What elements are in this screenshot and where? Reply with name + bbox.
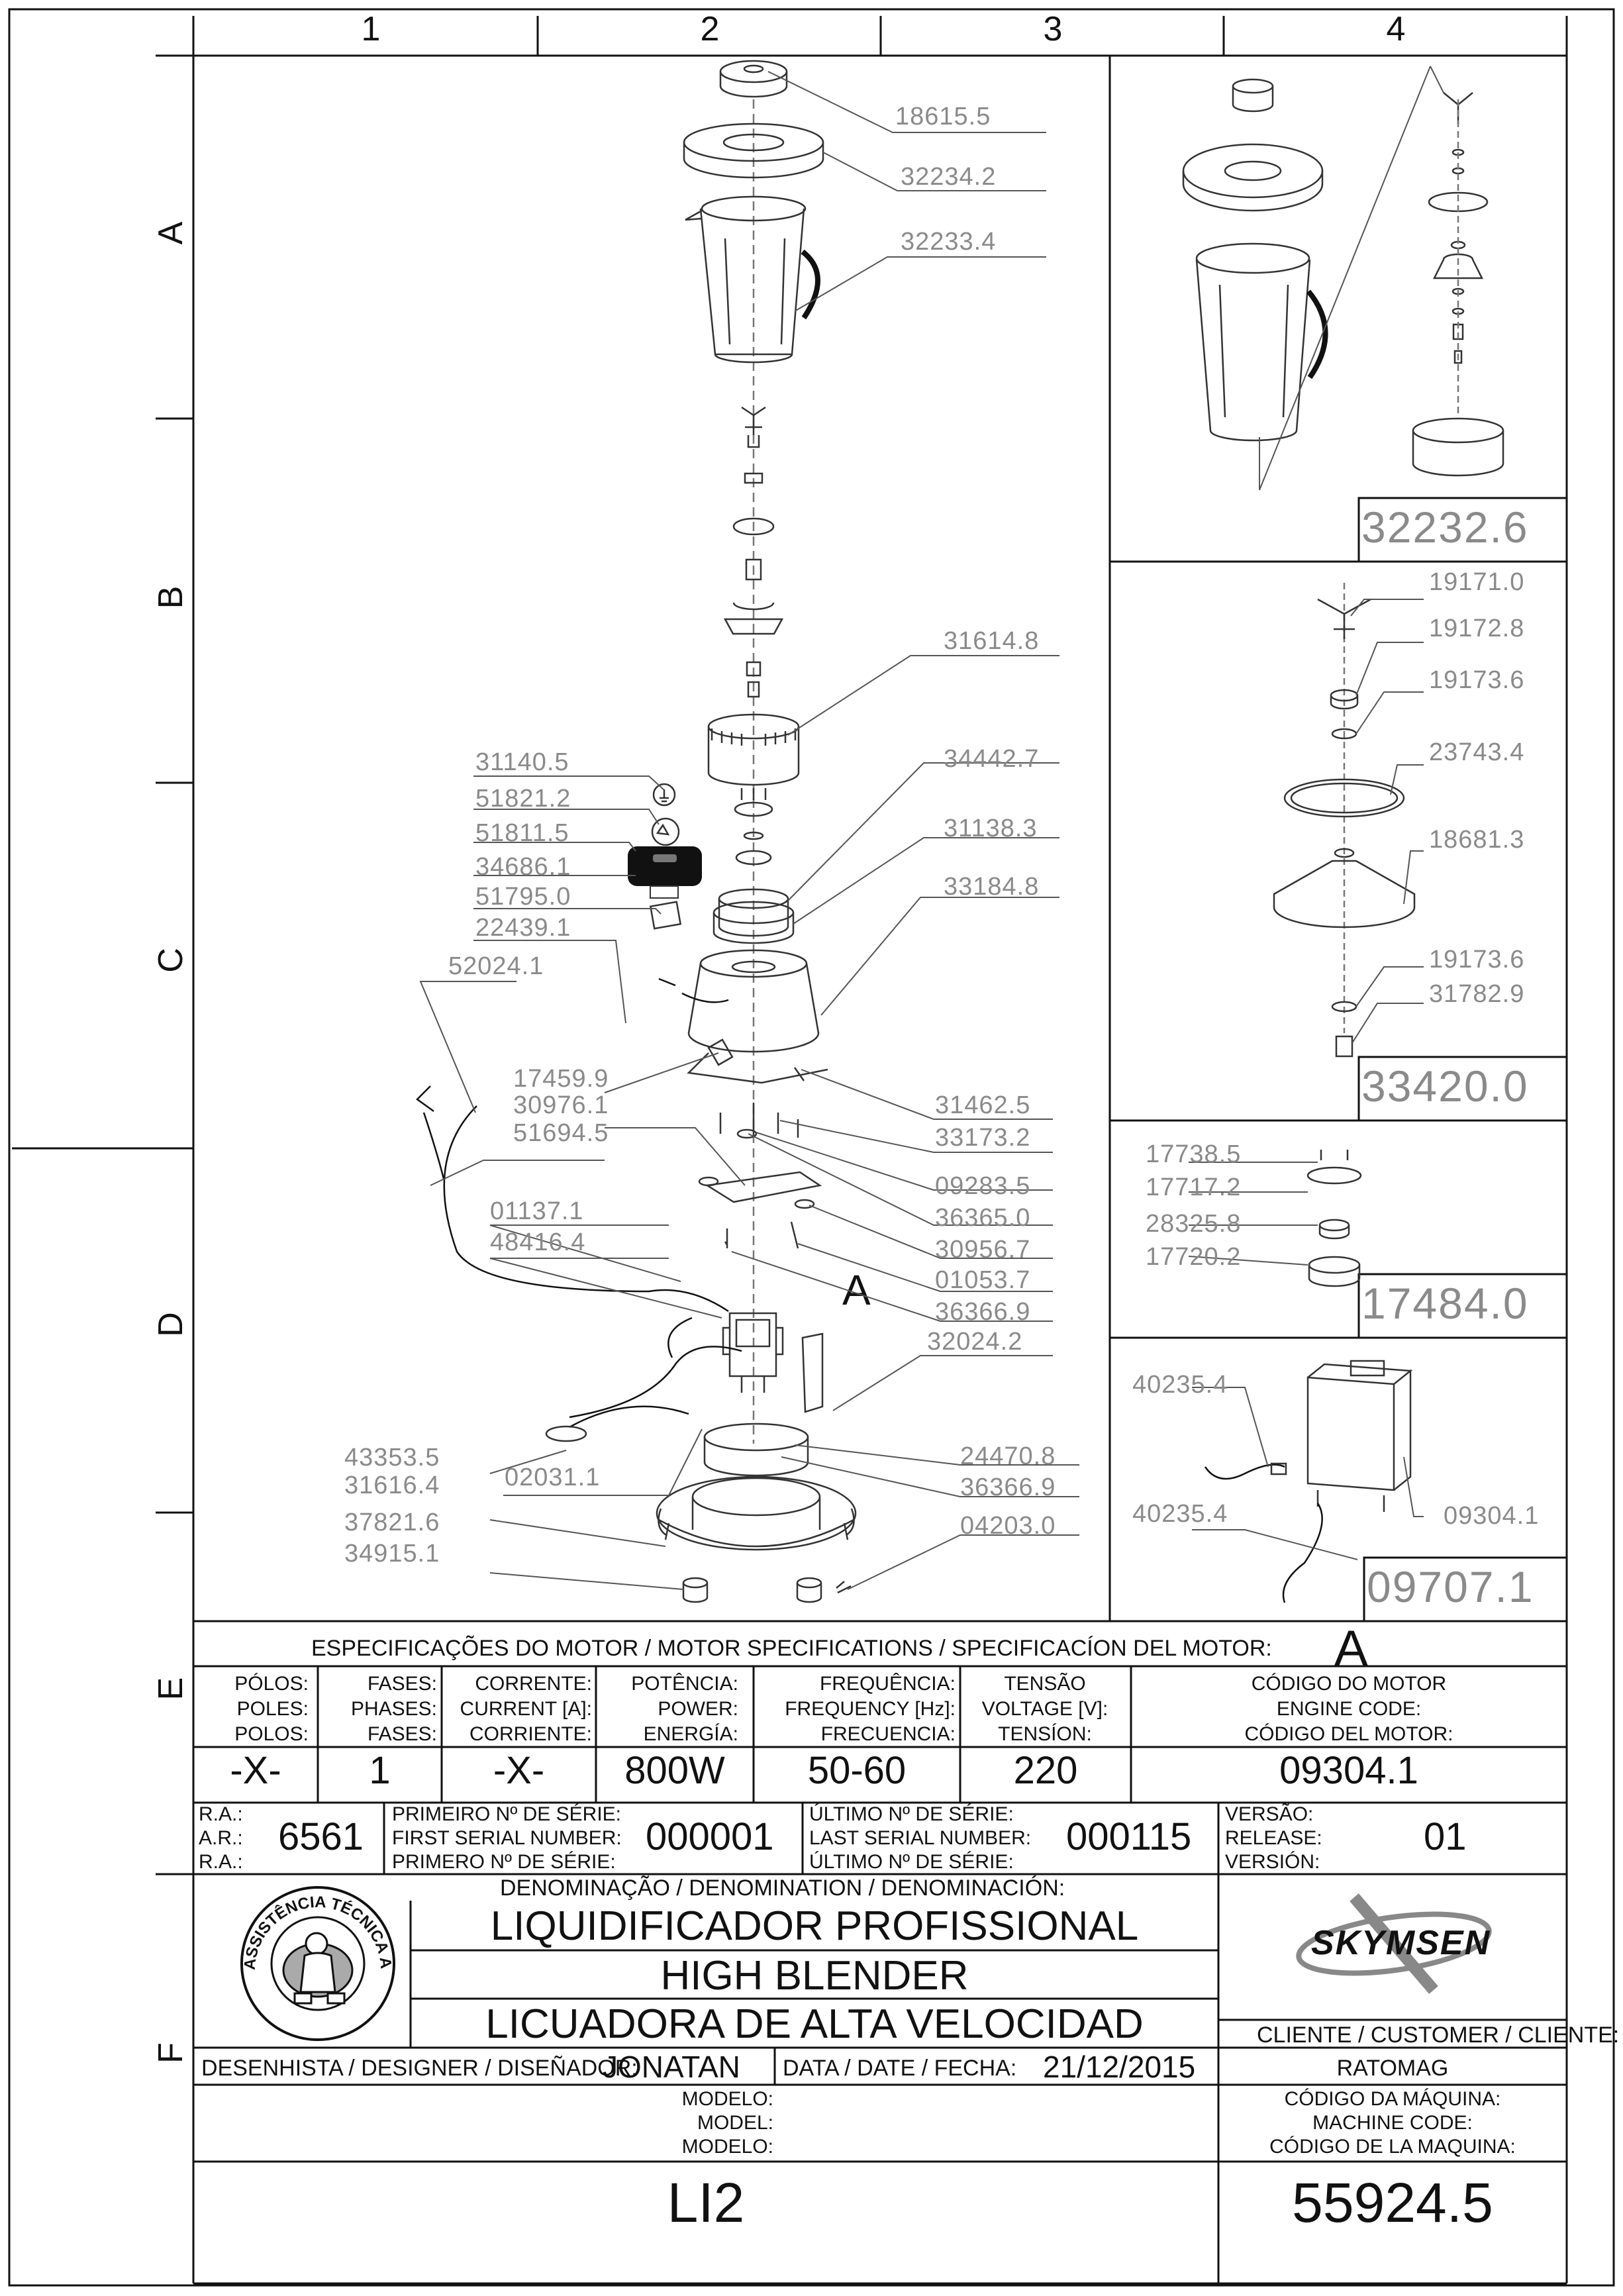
part-label: 32024.2 bbox=[927, 1328, 1023, 1356]
blade-kit-part: 23743.4 bbox=[1429, 738, 1525, 766]
part-label: 33173.2 bbox=[935, 1124, 1031, 1152]
denomination-heading: DENOMINAÇÃO / DENOMINATION / DENOMINACIÓN: bbox=[500, 1875, 1065, 1901]
customer-value: RATOMAG bbox=[1336, 2056, 1449, 2081]
jar-kit-code: 32232.6 bbox=[1361, 503, 1529, 552]
part-label: 43353.5 bbox=[344, 1444, 440, 1472]
blade-kit-part: 19172.8 bbox=[1429, 615, 1525, 642]
version-labels: VERSÃO: RELEASE: VERSIÓN: bbox=[1225, 1803, 1322, 1873]
part-label: 04203.0 bbox=[960, 1512, 1056, 1540]
part-label: 36366.9 bbox=[935, 1298, 1031, 1326]
spec-label-engine-code: CÓDIGO DO MOTOR ENGINE CODE: CÓDIGO DEL MOTOR: bbox=[1244, 1673, 1453, 1745]
date-label: DATA / DATE / FECHA: bbox=[783, 2056, 1017, 2081]
coupling-kit-code: 17484.0 bbox=[1361, 1279, 1529, 1328]
model-labels: MODELO: MODEL: MODELO: bbox=[681, 2088, 773, 2158]
spec-value-frequency: 50-60 bbox=[807, 1749, 907, 1792]
service-seal-text: ASSISTÊNCIA TÉCNICA A bbox=[240, 1893, 395, 1971]
row-e: E bbox=[152, 1677, 190, 1701]
spec-value-current: -X- bbox=[493, 1749, 545, 1792]
column-4: 4 bbox=[1386, 10, 1406, 48]
coupling-kit-part: 28325.8 bbox=[1146, 1210, 1242, 1238]
row-c: C bbox=[152, 948, 190, 973]
coupling-kit-part: 17720.2 bbox=[1146, 1243, 1242, 1271]
last-serial-labels: ÚLTIMO Nº DE SÉRIE: LAST SERIAL NUMBER: ÚLTIMO Nº DE SÉRIE: bbox=[809, 1803, 1032, 1873]
spec-label-poles: PÓLOS: POLES: POLOS: bbox=[234, 1673, 309, 1745]
customer-label: CLIENTE / CUSTOMER / CLIENTE: bbox=[1257, 2022, 1620, 2048]
coupling-kit-part: 17717.2 bbox=[1146, 1173, 1242, 1201]
row-a: A bbox=[152, 221, 190, 245]
motor-kit-part: 40235.4 bbox=[1132, 1371, 1228, 1399]
brand-logo bbox=[1295, 1897, 1493, 1990]
spec-label-voltage: TENSÃO VOLTAGE [V]: TENSÍON: bbox=[981, 1673, 1108, 1745]
spec-label-frequency: FREQUÊNCIA: FREQUENCY [Hz]: FRECUENCIA: bbox=[785, 1673, 956, 1745]
part-label: 51694.5 bbox=[513, 1119, 609, 1147]
ra-labels: R.A.: A.R.: R.A.: bbox=[199, 1803, 243, 1873]
first-serial-labels: PRIMEIRO Nº DE SÉRIE: FIRST SERIAL NUMBER: PRIMERO Nº DE SÉRIE: bbox=[392, 1803, 622, 1873]
part-label: 31462.5 bbox=[935, 1091, 1031, 1119]
part-label: 34442.7 bbox=[944, 745, 1040, 773]
motor-kit-part: 09304.1 bbox=[1444, 1502, 1540, 1530]
part-label: 32233.4 bbox=[901, 228, 997, 256]
spec-label-current: CORRENTE: CURRENT [A]: CORRIENTE: bbox=[460, 1673, 592, 1745]
blade-kit-part: 19171.0 bbox=[1429, 568, 1525, 596]
blade-kit-part: 18681.3 bbox=[1429, 826, 1525, 854]
spec-value-power: 800W bbox=[624, 1749, 725, 1792]
part-label: 34915.1 bbox=[344, 1540, 440, 1568]
model-value: LI2 bbox=[667, 2171, 745, 2234]
part-label: 37821.6 bbox=[344, 1509, 440, 1536]
part-label: 34686.1 bbox=[475, 853, 571, 881]
part-label: 17459.9 bbox=[513, 1065, 609, 1093]
part-label: 02031.1 bbox=[505, 1464, 601, 1491]
motor-specs-detail: A bbox=[1334, 1621, 1368, 1677]
part-label: 09283.5 bbox=[935, 1172, 1031, 1200]
coupling-kit-part: 17738.5 bbox=[1146, 1140, 1242, 1168]
part-label: 33184.8 bbox=[944, 873, 1040, 901]
spec-value-voltage: 220 bbox=[1013, 1749, 1078, 1792]
part-label: 01053.7 bbox=[935, 1266, 1031, 1294]
designer-value: JONATAN bbox=[603, 2050, 740, 2084]
part-label: 01137.1 bbox=[490, 1197, 584, 1225]
date-value: 21/12/2015 bbox=[1043, 2050, 1196, 2084]
denomination-pt: LIQUIDIFICADOR PROFISSIONAL bbox=[490, 1903, 1139, 1949]
spec-value-poles: -X- bbox=[230, 1749, 281, 1792]
part-label: 30956.7 bbox=[935, 1236, 1031, 1264]
part-label: 31140.5 bbox=[475, 748, 569, 776]
warning-label-block bbox=[628, 846, 702, 886]
blade-kit-view bbox=[1274, 583, 1414, 1056]
last-serial-value: 000115 bbox=[1066, 1815, 1192, 1858]
denomination-en: HIGH BLENDER bbox=[660, 1953, 969, 1999]
motor-kit-part: 40235.4 bbox=[1132, 1500, 1228, 1528]
part-label: 36366.9 bbox=[960, 1473, 1056, 1501]
jar-kit-view bbox=[1183, 66, 1503, 490]
blade-kit-part: 19173.6 bbox=[1429, 946, 1525, 973]
spec-label-power: POTÊNCIA: POWER: ENERGÍA: bbox=[631, 1673, 738, 1745]
blade-kit-code: 33420.0 bbox=[1361, 1062, 1529, 1111]
part-label: 52024.1 bbox=[448, 952, 544, 980]
brand-logo-text: SKYMSEN bbox=[1311, 1924, 1491, 1962]
part-label: 51811.5 bbox=[475, 819, 569, 847]
part-label: 31616.4 bbox=[344, 1472, 440, 1499]
service-seal-logo bbox=[241, 1887, 395, 2040]
row-d: D bbox=[152, 1312, 190, 1337]
column-1: 1 bbox=[361, 10, 381, 48]
blade-kit-part: 31782.9 bbox=[1429, 980, 1525, 1008]
first-serial-value: 000001 bbox=[646, 1815, 774, 1858]
detail-a-marker: A bbox=[842, 1266, 871, 1314]
version-value: 01 bbox=[1424, 1815, 1467, 1858]
part-label: 31138.3 bbox=[944, 815, 1038, 842]
part-label: 24470.8 bbox=[960, 1442, 1056, 1470]
row-b: B bbox=[152, 585, 190, 609]
motor-kit-code: 09707.1 bbox=[1367, 1562, 1534, 1611]
part-label: 36365.0 bbox=[935, 1204, 1031, 1232]
denomination-es: LICUADORA DE ALTA VELOCIDAD bbox=[485, 2001, 1144, 2047]
designer-label: DESENHISTA / DESIGNER / DISEÑADOR: bbox=[201, 2056, 638, 2081]
part-label: 32234.2 bbox=[901, 163, 997, 191]
spec-label-phases: FASES: PHASES: FASES: bbox=[350, 1673, 437, 1745]
blade-kit-part: 19173.6 bbox=[1429, 666, 1525, 694]
part-label: 51795.0 bbox=[475, 883, 571, 911]
machine-code-value: 55924.5 bbox=[1292, 2171, 1493, 2234]
part-label: 18615.5 bbox=[895, 103, 991, 130]
motor-specs-heading: ESPECIFICAÇÕES DO MOTOR / MOTOR SPECIFICATIONS / SPECIFICACÍON DEL MOTOR: bbox=[311, 1636, 1272, 1661]
column-2: 2 bbox=[700, 10, 720, 48]
row-f: F bbox=[152, 2042, 190, 2064]
ra-value: 6561 bbox=[278, 1815, 364, 1858]
part-label: 48416.4 bbox=[490, 1228, 586, 1256]
part-label: 30976.1 bbox=[513, 1091, 609, 1119]
column-3: 3 bbox=[1043, 10, 1063, 48]
part-label: 22439.1 bbox=[475, 914, 571, 942]
part-label: 31614.8 bbox=[944, 627, 1040, 655]
spec-value-engine-code: 09304.1 bbox=[1279, 1749, 1418, 1792]
machine-code-labels: CÓDIGO DA MÁQUINA: MACHINE CODE: CÓDIGO DE LA MAQUINA: bbox=[1269, 2088, 1516, 2158]
part-label: 51821.2 bbox=[475, 785, 571, 813]
spec-value-phases: 1 bbox=[369, 1749, 391, 1792]
